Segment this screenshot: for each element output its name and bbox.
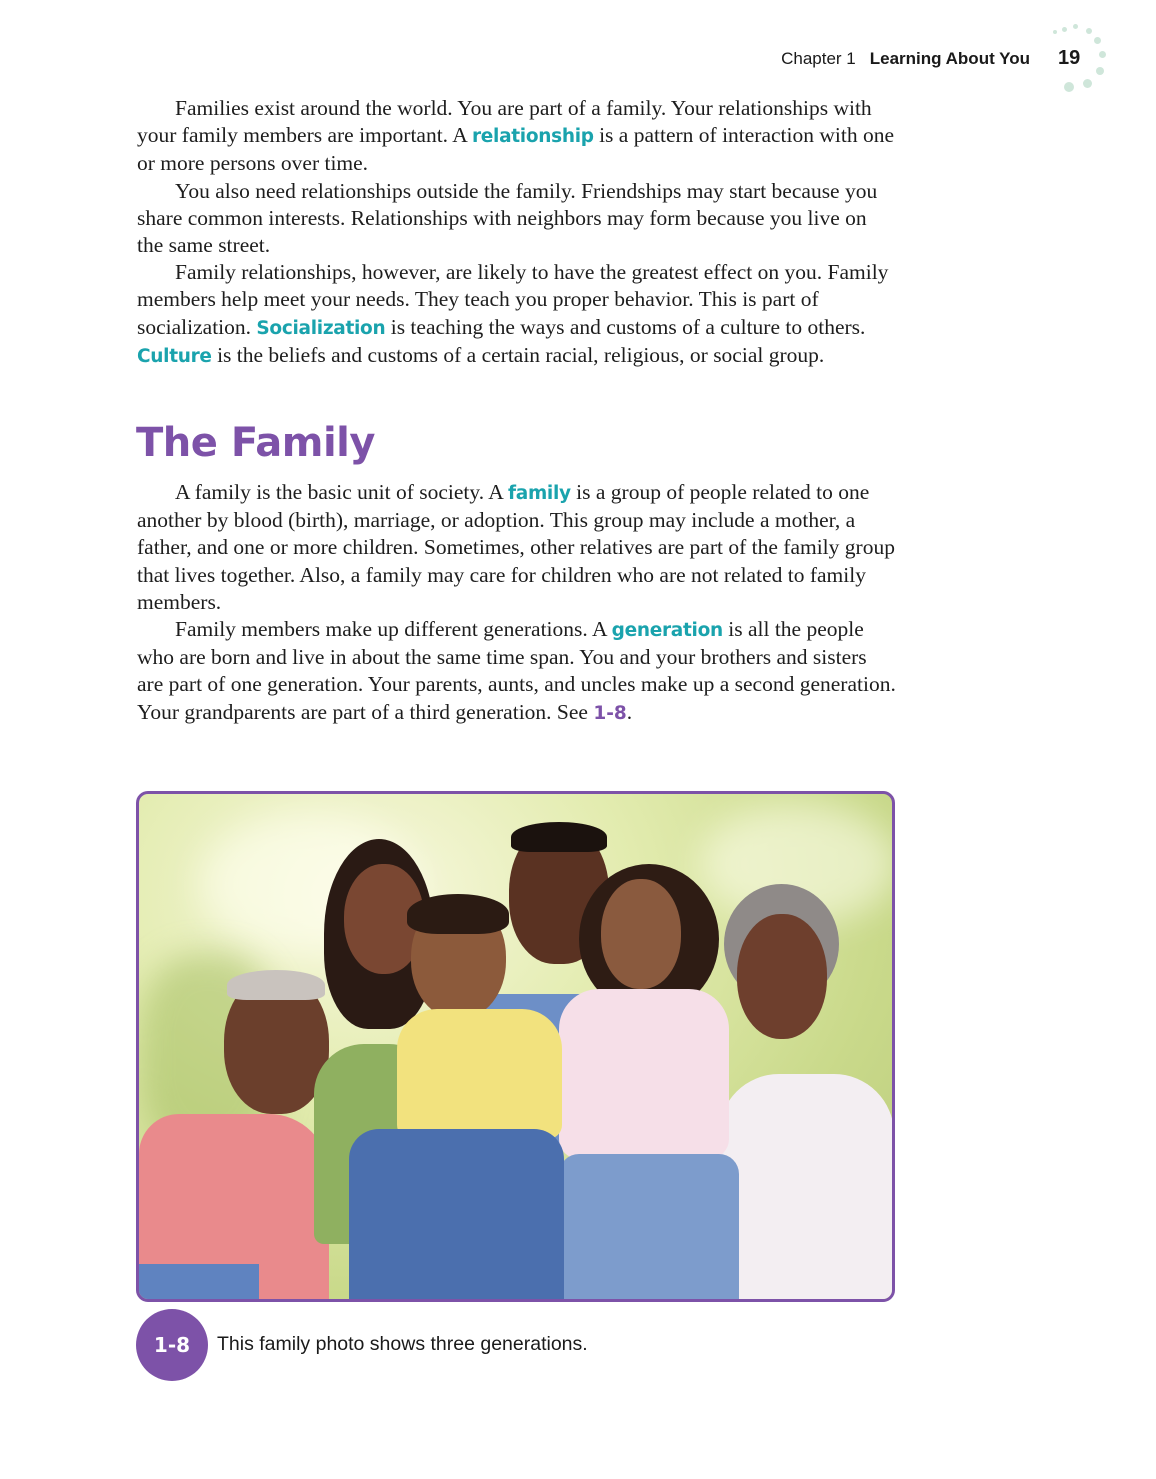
- figure-caption: This family photo shows three generations.: [217, 1333, 588, 1355]
- text-run: A family is the basic unit of society. A: [175, 480, 509, 504]
- section-heading: The Family: [136, 420, 375, 466]
- decor-dot: [1096, 67, 1104, 75]
- term-generation: generation: [611, 620, 723, 642]
- figure-number-badge: 1-8: [136, 1309, 208, 1381]
- text-run: Family relationships, however, are likely to have the greatest effect on you. Family members help meet your needs. They teach you proper behavior. This is part of socialization.: [137, 260, 889, 339]
- section-text: [137, 479, 897, 727]
- family-photo: [136, 791, 895, 1302]
- term-socialization: Socialization: [256, 317, 386, 339]
- text-run: is all the people who are born and live in about the same time span. You and your brothers and sisters are part of one generation. Your parents, aunts, and uncles make up a second generation. Your grandparents are part of a third generation. See: [137, 617, 896, 724]
- text-run: is teaching the ways and customs of a culture to others.: [385, 314, 866, 339]
- person-grandmother-head: [737, 914, 827, 1039]
- person-boy-hair: [407, 894, 509, 934]
- decor-dot: [1064, 82, 1074, 92]
- paragraph: [137, 178, 897, 260]
- person-girl-shirt: [559, 989, 729, 1159]
- decor-dot: [1086, 28, 1092, 34]
- text-run: is the beliefs and customs of a certain racial, religious, or social group.: [211, 342, 825, 367]
- text-run: .: [626, 699, 633, 724]
- person-grandfather-hair: [227, 970, 325, 1000]
- paragraph: [137, 259, 897, 370]
- text-run: is a pattern of interaction with one or more persons over time.: [137, 123, 895, 176]
- paragraph: [137, 616, 897, 727]
- decor-dot: [1094, 37, 1101, 44]
- page-number: 19: [1058, 47, 1081, 69]
- term-family: family: [508, 483, 571, 504]
- decor-dot: [1099, 51, 1106, 58]
- term-culture: Culture: [137, 345, 212, 367]
- person-grandfather-jeans: [139, 1264, 259, 1302]
- person-boy-shirt: [397, 1009, 562, 1139]
- figure-reference-link[interactable]: 1-8: [593, 702, 627, 724]
- text-run: Families exist around the world. You are part of a family. Your relationships with your family members are important. A: [137, 96, 872, 148]
- term-relationship: relationship: [471, 126, 594, 148]
- decor-dot: [1053, 30, 1057, 34]
- decor-dot: [1062, 27, 1067, 32]
- person-grandmother-top: [719, 1074, 894, 1302]
- paragraph: [137, 95, 897, 178]
- text-run: is a group of people related to one another by blood (birth), marriage, or adoption. This group may include a mother, a father, and one or more children. Sometimes, other relatives are part of the family group that lives together. Also, a family may care for children who are not related to family members.: [137, 480, 895, 614]
- person-girl-head: [601, 879, 681, 989]
- paragraph: [137, 479, 897, 616]
- running-header: [0, 49, 1030, 69]
- intro-text: [137, 95, 897, 370]
- decor-dot: [1073, 24, 1078, 29]
- person-girl-jeans: [559, 1154, 739, 1302]
- text-run: Family members make up different generations. A: [175, 617, 612, 642]
- person-father-hair: [511, 822, 607, 852]
- chapter-title: Learning About You: [869, 49, 1030, 68]
- person-boy-jeans: [349, 1129, 564, 1302]
- text-run: You also need relationships outside the family. Friendships may start because you share common interests. Relationships with neighbors may form because you live on the same street.: [137, 178, 878, 258]
- decor-dot: [1083, 79, 1092, 88]
- chapter-label: Chapter 1: [781, 49, 856, 68]
